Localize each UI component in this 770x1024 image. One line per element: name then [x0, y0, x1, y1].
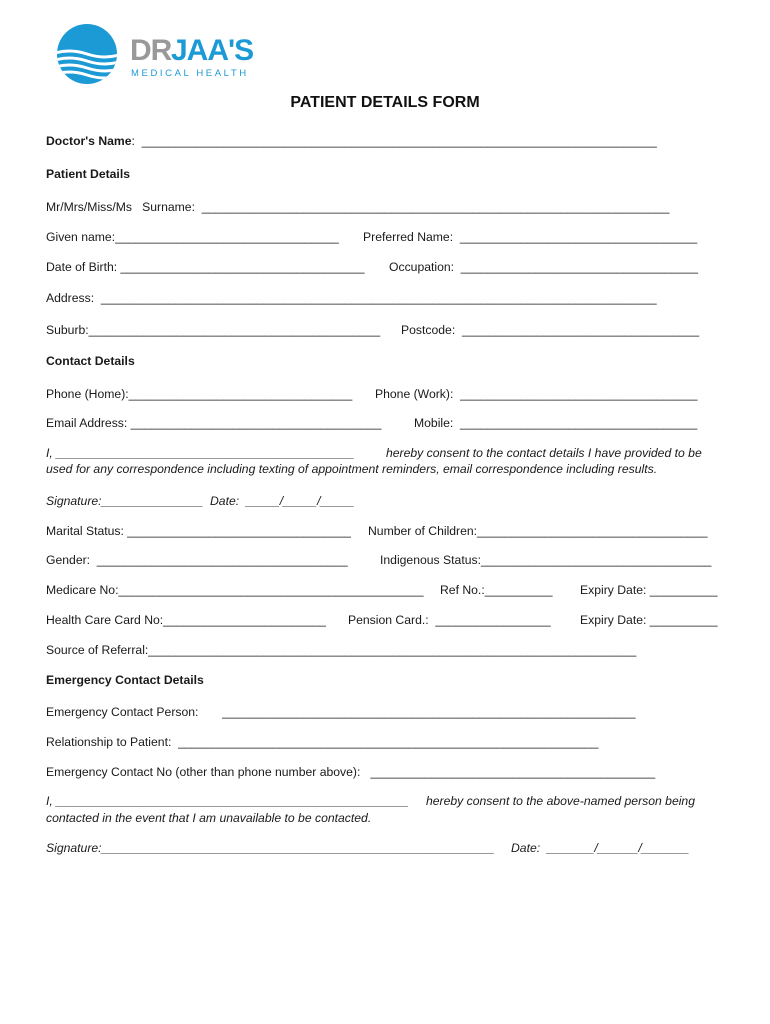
given-name-field[interactable]: Given name:_________________________________ — [46, 230, 339, 244]
date2-field[interactable]: Date: _______/______/_______ — [511, 841, 690, 855]
consent1-text: hereby consent to the contact details I have provided to be — [386, 446, 702, 460]
dob-field[interactable]: Date of Birth: ____________________________________ — [46, 260, 365, 274]
consent2-text-cont: contacted in the event that I am unavailable to be contacted. — [46, 811, 372, 825]
postcode-field[interactable]: Postcode: ___________________________________ — [401, 323, 700, 337]
doctor-name-label: Doctor's Name — [46, 134, 132, 148]
doctor-name-row — [46, 134, 657, 148]
phone-home-field[interactable]: Phone (Home):_________________________________ — [46, 387, 353, 401]
doctor-name-field[interactable]: : ____________________________________________________________________________ — [131, 134, 657, 148]
consent1-name-field[interactable]: I, ____________________________________________ — [46, 446, 355, 460]
consent2-name-field[interactable]: I, ____________________________________________________ — [46, 794, 409, 808]
indigenous-status-field[interactable]: Indigenous Status:__________________________________ — [380, 553, 712, 567]
signature1-field[interactable]: Signature:_______________ Date: _____/_____/_____ — [46, 494, 355, 508]
consent2-text: hereby consent to the above-named person being — [426, 794, 695, 808]
expiry-date-1-field[interactable]: Expiry Date: __________ — [580, 583, 718, 597]
emergency-heading: Emergency Contact Details — [46, 673, 204, 687]
emergency-person-field[interactable]: Emergency Contact Person: _____________________________________________________________ — [46, 705, 636, 719]
wave-logo-icon — [52, 24, 122, 84]
brand-logo — [52, 24, 262, 86]
mobile-field[interactable]: Mobile: ___________________________________ — [414, 416, 698, 430]
brand-name-jaas: JAA'S — [171, 34, 254, 67]
health-care-card-field[interactable]: Health Care Card No:________________________ — [46, 613, 326, 627]
ref-no-field[interactable]: Ref No.:__________ — [440, 583, 553, 597]
emergency-no-field[interactable]: Emergency Contact No (other than phone number above): __________________________________________ — [46, 765, 656, 779]
contact-details-heading: Contact Details — [46, 354, 135, 368]
source-referral-field[interactable]: Source of Referral:________________________________________________________________________ — [46, 643, 637, 657]
patient-details-heading: Patient Details — [46, 167, 130, 181]
expiry-date-2-field[interactable]: Expiry Date: __________ — [580, 613, 718, 627]
consent1-text-cont: used for any correspondence including texting of appointment reminders, email correspondence including results. — [46, 462, 658, 476]
phone-work-field[interactable]: Phone (Work): ___________________________________ — [375, 387, 698, 401]
preferred-name-field[interactable]: Preferred Name: ___________________________________ — [363, 230, 698, 244]
pension-card-field[interactable]: Pension Card.: _________________ — [348, 613, 551, 627]
signature2-field[interactable]: Signature:__________________________________________________________ — [46, 841, 495, 855]
surname-field[interactable]: Mr/Mrs/Miss/Ms Surname: _____________________________________________________________________ — [46, 200, 670, 214]
suburb-field[interactable]: Suburb:___________________________________________ — [46, 323, 381, 337]
marital-status-field[interactable]: Marital Status: _________________________________ — [46, 524, 351, 538]
form-title: PATIENT DETAILS FORM — [290, 94, 480, 111]
email-field[interactable]: Email Address: _____________________________________ — [46, 416, 382, 430]
occupation-field[interactable]: Occupation: ___________________________________ — [389, 260, 699, 274]
brand-subtitle: MEDICAL HEALTH — [131, 68, 249, 79]
brand-name-dr: DR — [130, 34, 172, 67]
address-field[interactable]: Address: __________________________________________________________________________________ — [46, 291, 657, 305]
relationship-field[interactable]: Relationship to Patient: ______________________________________________________________ — [46, 735, 599, 749]
gender-field[interactable]: Gender: _____________________________________ — [46, 553, 348, 567]
medicare-no-field[interactable]: Medicare No:_____________________________________________ — [46, 583, 424, 597]
num-children-field[interactable]: Number of Children:__________________________________ — [368, 524, 708, 538]
